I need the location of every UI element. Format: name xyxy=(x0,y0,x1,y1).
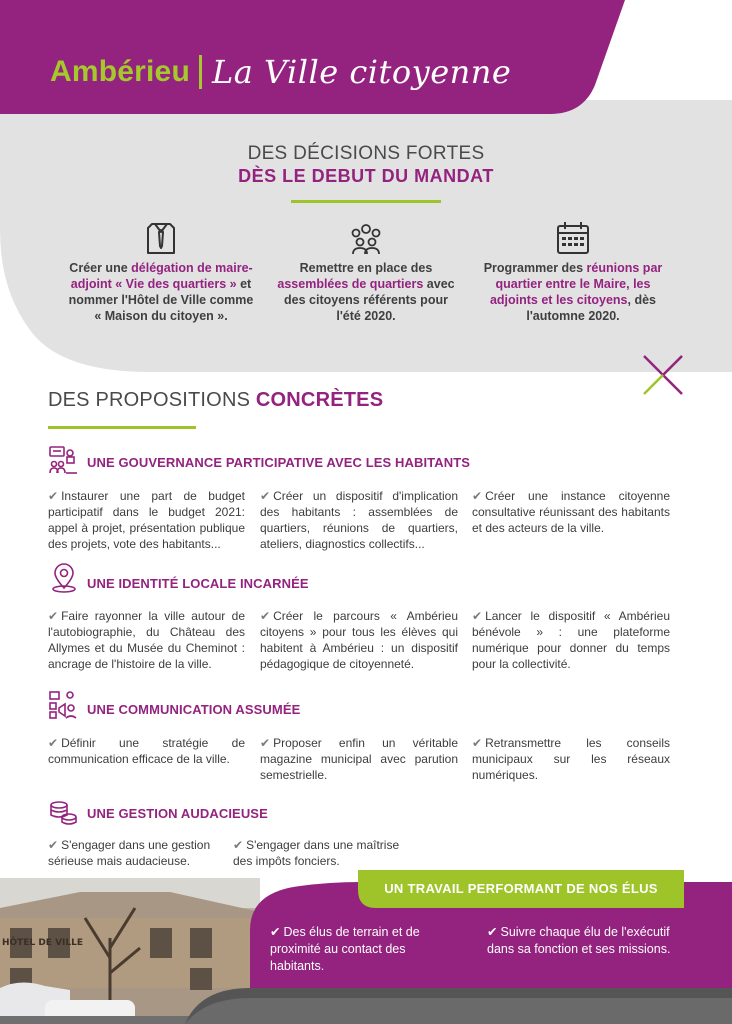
check-icon: ✔ xyxy=(472,609,483,623)
decisions-title-line2: DÈS LE DEBUT DU MANDAT xyxy=(238,166,494,186)
decision-text: Remettre en place des xyxy=(299,261,433,275)
decision-item-3 xyxy=(478,260,668,324)
check-icon: ✔ xyxy=(48,489,59,503)
section-title-gouvernance: UNE GOUVERNANCE PARTICIPATIVE AVEC LES HABITANTS xyxy=(87,455,471,470)
decision-text: avec des citoyens référents pour l'été 2020. xyxy=(284,277,455,323)
decisions-title-line1: DES DÉCISIONS FORTES xyxy=(247,143,485,164)
section-title-gestion: UNE GESTION AUDACIEUSE xyxy=(87,806,268,821)
item-text: Suivre chaque élu de l'exécutif dans sa fonction et ses missions. xyxy=(487,925,671,956)
decision-text: Créer une xyxy=(69,261,132,275)
list-item xyxy=(48,488,245,552)
decision-highlight: délégation de maire-adjoint « Vie des quartiers » xyxy=(70,261,253,291)
decision-item-2 xyxy=(271,260,461,324)
list-item xyxy=(48,837,223,869)
section-title-identite: UNE IDENTITÉ LOCALE INCARNÉE xyxy=(87,576,309,591)
propositions-divider xyxy=(48,426,196,429)
location-pin-icon xyxy=(49,563,79,593)
decision-text: Programmer des xyxy=(483,261,587,275)
list-item xyxy=(472,488,670,536)
check-icon: ✔ xyxy=(270,925,281,939)
item-text: Créer le parcours « Ambérieu citoyens » pour tous les élèves qui habitent à Ambérieu : un dispositif pédagogique de citoyenneté. xyxy=(260,609,458,671)
decisions-divider xyxy=(291,200,441,203)
list-item xyxy=(260,735,458,783)
propositions-title-plain: DES PROPOSITIONS xyxy=(48,389,256,411)
check-icon: ✔ xyxy=(233,838,244,852)
check-icon: ✔ xyxy=(472,736,483,750)
cross-decoration-icon xyxy=(640,352,686,398)
shirt-tie-icon xyxy=(143,220,179,256)
decision-text: et nommer l'Hôtel de Ville comme « Maison du citoyen ». xyxy=(68,277,254,323)
performance-item xyxy=(270,924,455,975)
list-item xyxy=(472,735,670,783)
propositions-title xyxy=(48,389,383,412)
people-group-icon xyxy=(348,220,384,256)
decision-highlight: assemblées de quartiers xyxy=(277,277,424,291)
check-icon: ✔ xyxy=(260,736,271,750)
item-text: Instaurer une part de budget participatif dans le budget 2021: appel à projet, présentation publique des projets, vote des habitants... xyxy=(48,489,245,551)
list-item xyxy=(260,488,458,552)
list-item xyxy=(233,837,411,869)
decision-highlight: réunions par quartier entre le Maire, les adjoints et les citoyens xyxy=(489,261,663,307)
assembly-icon xyxy=(48,445,78,475)
propositions-title-bold: CONCRÈTES xyxy=(255,389,384,411)
communication-icon xyxy=(48,690,78,720)
item-text: Proposer enfin un véritable magazine municipal avec parution semestrielle. xyxy=(260,736,458,782)
calendar-icon xyxy=(555,220,591,256)
town-hall-sign: HÔTEL DE VILLE xyxy=(2,938,84,948)
check-icon: ✔ xyxy=(48,838,59,852)
check-icon: ✔ xyxy=(472,489,483,503)
check-icon: ✔ xyxy=(48,609,59,623)
coins-icon xyxy=(48,797,78,827)
decision-item-1 xyxy=(66,260,256,324)
check-icon: ✔ xyxy=(48,736,59,750)
performance-item xyxy=(487,924,677,958)
slogan: La Ville citoyenne xyxy=(211,53,512,91)
check-icon: ✔ xyxy=(260,609,271,623)
item-text: S'engager dans une gestion sérieuse mais audacieuse. xyxy=(48,838,211,868)
check-icon: ✔ xyxy=(260,489,271,503)
page-title xyxy=(50,52,511,92)
item-text: Retransmettre les conseils municipaux sur les réseaux numériques. xyxy=(472,736,670,782)
item-text: Des élus de terrain et de proximité au contact des habitants. xyxy=(270,925,420,973)
list-item xyxy=(472,608,670,672)
item-text: Créer une instance citoyenne consultative réunissant des habitants et des acteurs de la ville. xyxy=(472,489,670,535)
list-item xyxy=(48,608,245,672)
section-title-communication: UNE COMMUNICATION ASSUMÉE xyxy=(87,702,301,717)
list-item xyxy=(48,735,245,767)
item-text: Lancer le dispositif « Ambérieu bénévole » : une plateforme numérique pour donner du temps pour la collectivité. xyxy=(472,609,670,671)
title-separator xyxy=(199,55,202,89)
city-name: Ambérieu xyxy=(50,55,190,88)
item-text: Créer un dispositif d'implication des habitants : assemblées de quartiers, réunions de quartiers, ateliers, diagnostics collectifs... xyxy=(260,489,458,551)
item-text: S'engager dans une maîtrise des impôts fonciers. xyxy=(233,838,400,868)
performance-banner-title: UN TRAVAIL PERFORMANT DE NOS ÉLUS xyxy=(384,881,658,896)
item-text: Faire rayonner la ville autour de l'autobiographie, du Château des Allymes et du Musée du Cheminot : ancrage de l'histoire de la ville. xyxy=(48,609,245,671)
decision-text: , dès l'automne 2020. xyxy=(526,293,657,323)
list-item xyxy=(260,608,458,672)
item-text: Définir une stratégie de communication efficace de la ville. xyxy=(48,736,245,766)
check-icon: ✔ xyxy=(487,925,498,939)
